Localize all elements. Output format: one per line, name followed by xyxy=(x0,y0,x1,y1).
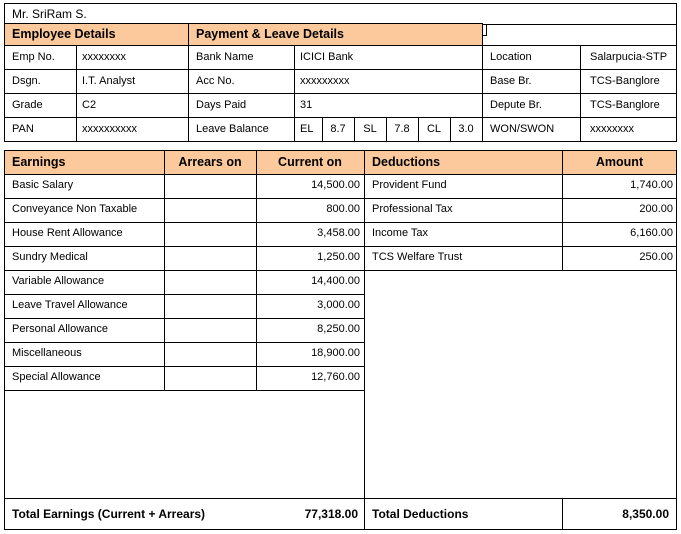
el-label: EL xyxy=(300,123,314,135)
payment-leave-title: Payment & Leave Details xyxy=(196,27,344,41)
cl-value: 3.0 xyxy=(458,123,474,135)
earning-name: Special Allowance xyxy=(12,371,101,383)
days-paid-label: Days Paid xyxy=(196,99,247,111)
earning-name: Leave Travel Allowance xyxy=(12,299,128,311)
sl-value: 7.8 xyxy=(394,123,410,135)
emp-no-value: xxxxxxxx xyxy=(82,51,126,63)
earning-current: 1,250.00 xyxy=(317,251,360,263)
earning-name: Sundry Medical xyxy=(12,251,88,263)
total-deductions-value: 8,350.00 xyxy=(622,507,669,521)
deduction-amount: 1,740.00 xyxy=(630,179,673,191)
cl-label: CL xyxy=(426,123,442,135)
deduction-amount: 6,160.00 xyxy=(630,227,673,239)
emp-no-label: Emp No. xyxy=(12,51,55,63)
total-earnings-label: Total Earnings (Current + Arrears) xyxy=(12,507,206,521)
arrears-header: Arrears on xyxy=(178,155,242,169)
earning-current: 14,400.00 xyxy=(311,275,360,287)
deduction-name: Income Tax xyxy=(372,227,429,239)
location-value: Salarpucia-STP xyxy=(590,51,668,63)
earning-current: 800.00 xyxy=(326,203,360,215)
earning-name: Conveyance Non Taxable xyxy=(12,203,138,215)
deduction-name: TCS Welfare Trust xyxy=(372,251,463,263)
sl-label: SL xyxy=(363,123,377,135)
earnings-header: Earnings xyxy=(12,155,66,169)
earning-name: Variable Allowance xyxy=(12,275,105,287)
bank-name-label: Bank Name xyxy=(196,51,254,63)
grade-value: C2 xyxy=(82,99,97,111)
el-value: 8.7 xyxy=(330,123,346,135)
earning-name: Personal Allowance xyxy=(12,323,109,335)
won-swon-value: xxxxxxxx xyxy=(590,123,634,135)
days-paid-value: 31 xyxy=(300,99,313,111)
pan-label: PAN xyxy=(12,123,34,135)
deduction-name: Provident Fund xyxy=(372,179,447,191)
deductions-header: Deductions xyxy=(372,155,441,169)
total-deductions-label: Total Deductions xyxy=(372,507,469,521)
acc-no-value: xxxxxxxxx xyxy=(300,75,350,87)
grade-label: Grade xyxy=(12,99,43,111)
employee-details-title: Employee Details xyxy=(12,27,116,41)
earning-name: Miscellaneous xyxy=(12,347,82,359)
bank-name-value: ICICI Bank xyxy=(300,51,354,63)
designation-value: I.T. Analyst xyxy=(82,75,136,87)
base-branch-value: TCS-Banglore xyxy=(590,75,660,87)
pan-value: xxxxxxxxxx xyxy=(82,123,137,135)
deduction-amount: 200.00 xyxy=(639,203,673,215)
earning-current: 18,900.00 xyxy=(311,347,360,359)
depute-branch-label: Depute Br. xyxy=(490,99,542,111)
deduction-name: Professional Tax xyxy=(372,203,453,215)
deduction-amount: 250.00 xyxy=(639,251,673,263)
earning-current: 3,000.00 xyxy=(317,299,360,311)
earning-current: 8,250.00 xyxy=(317,323,360,335)
designation-label: Dsgn. xyxy=(12,75,41,87)
earning-name: House Rent Allowance xyxy=(12,227,123,239)
won-swon-label: WON/SWON xyxy=(490,123,555,135)
acc-no-label: Acc No. xyxy=(196,75,235,87)
earning-current: 14,500.00 xyxy=(311,179,360,191)
location-label: Location xyxy=(490,51,532,63)
current-header: Current on xyxy=(278,155,342,169)
base-branch-label: Base Br. xyxy=(490,75,532,87)
leave-balance-label: Leave Balance xyxy=(196,123,269,135)
amount-header: Amount xyxy=(595,155,644,169)
employee-name: Mr. SriRam S. xyxy=(12,7,87,21)
total-earnings-value: 77,318.00 xyxy=(304,507,358,521)
earning-current: 12,760.00 xyxy=(311,371,360,383)
depute-branch-value: TCS-Banglore xyxy=(590,99,660,111)
earning-current: 3,458.00 xyxy=(317,227,360,239)
earning-name: Basic Salary xyxy=(12,179,74,191)
